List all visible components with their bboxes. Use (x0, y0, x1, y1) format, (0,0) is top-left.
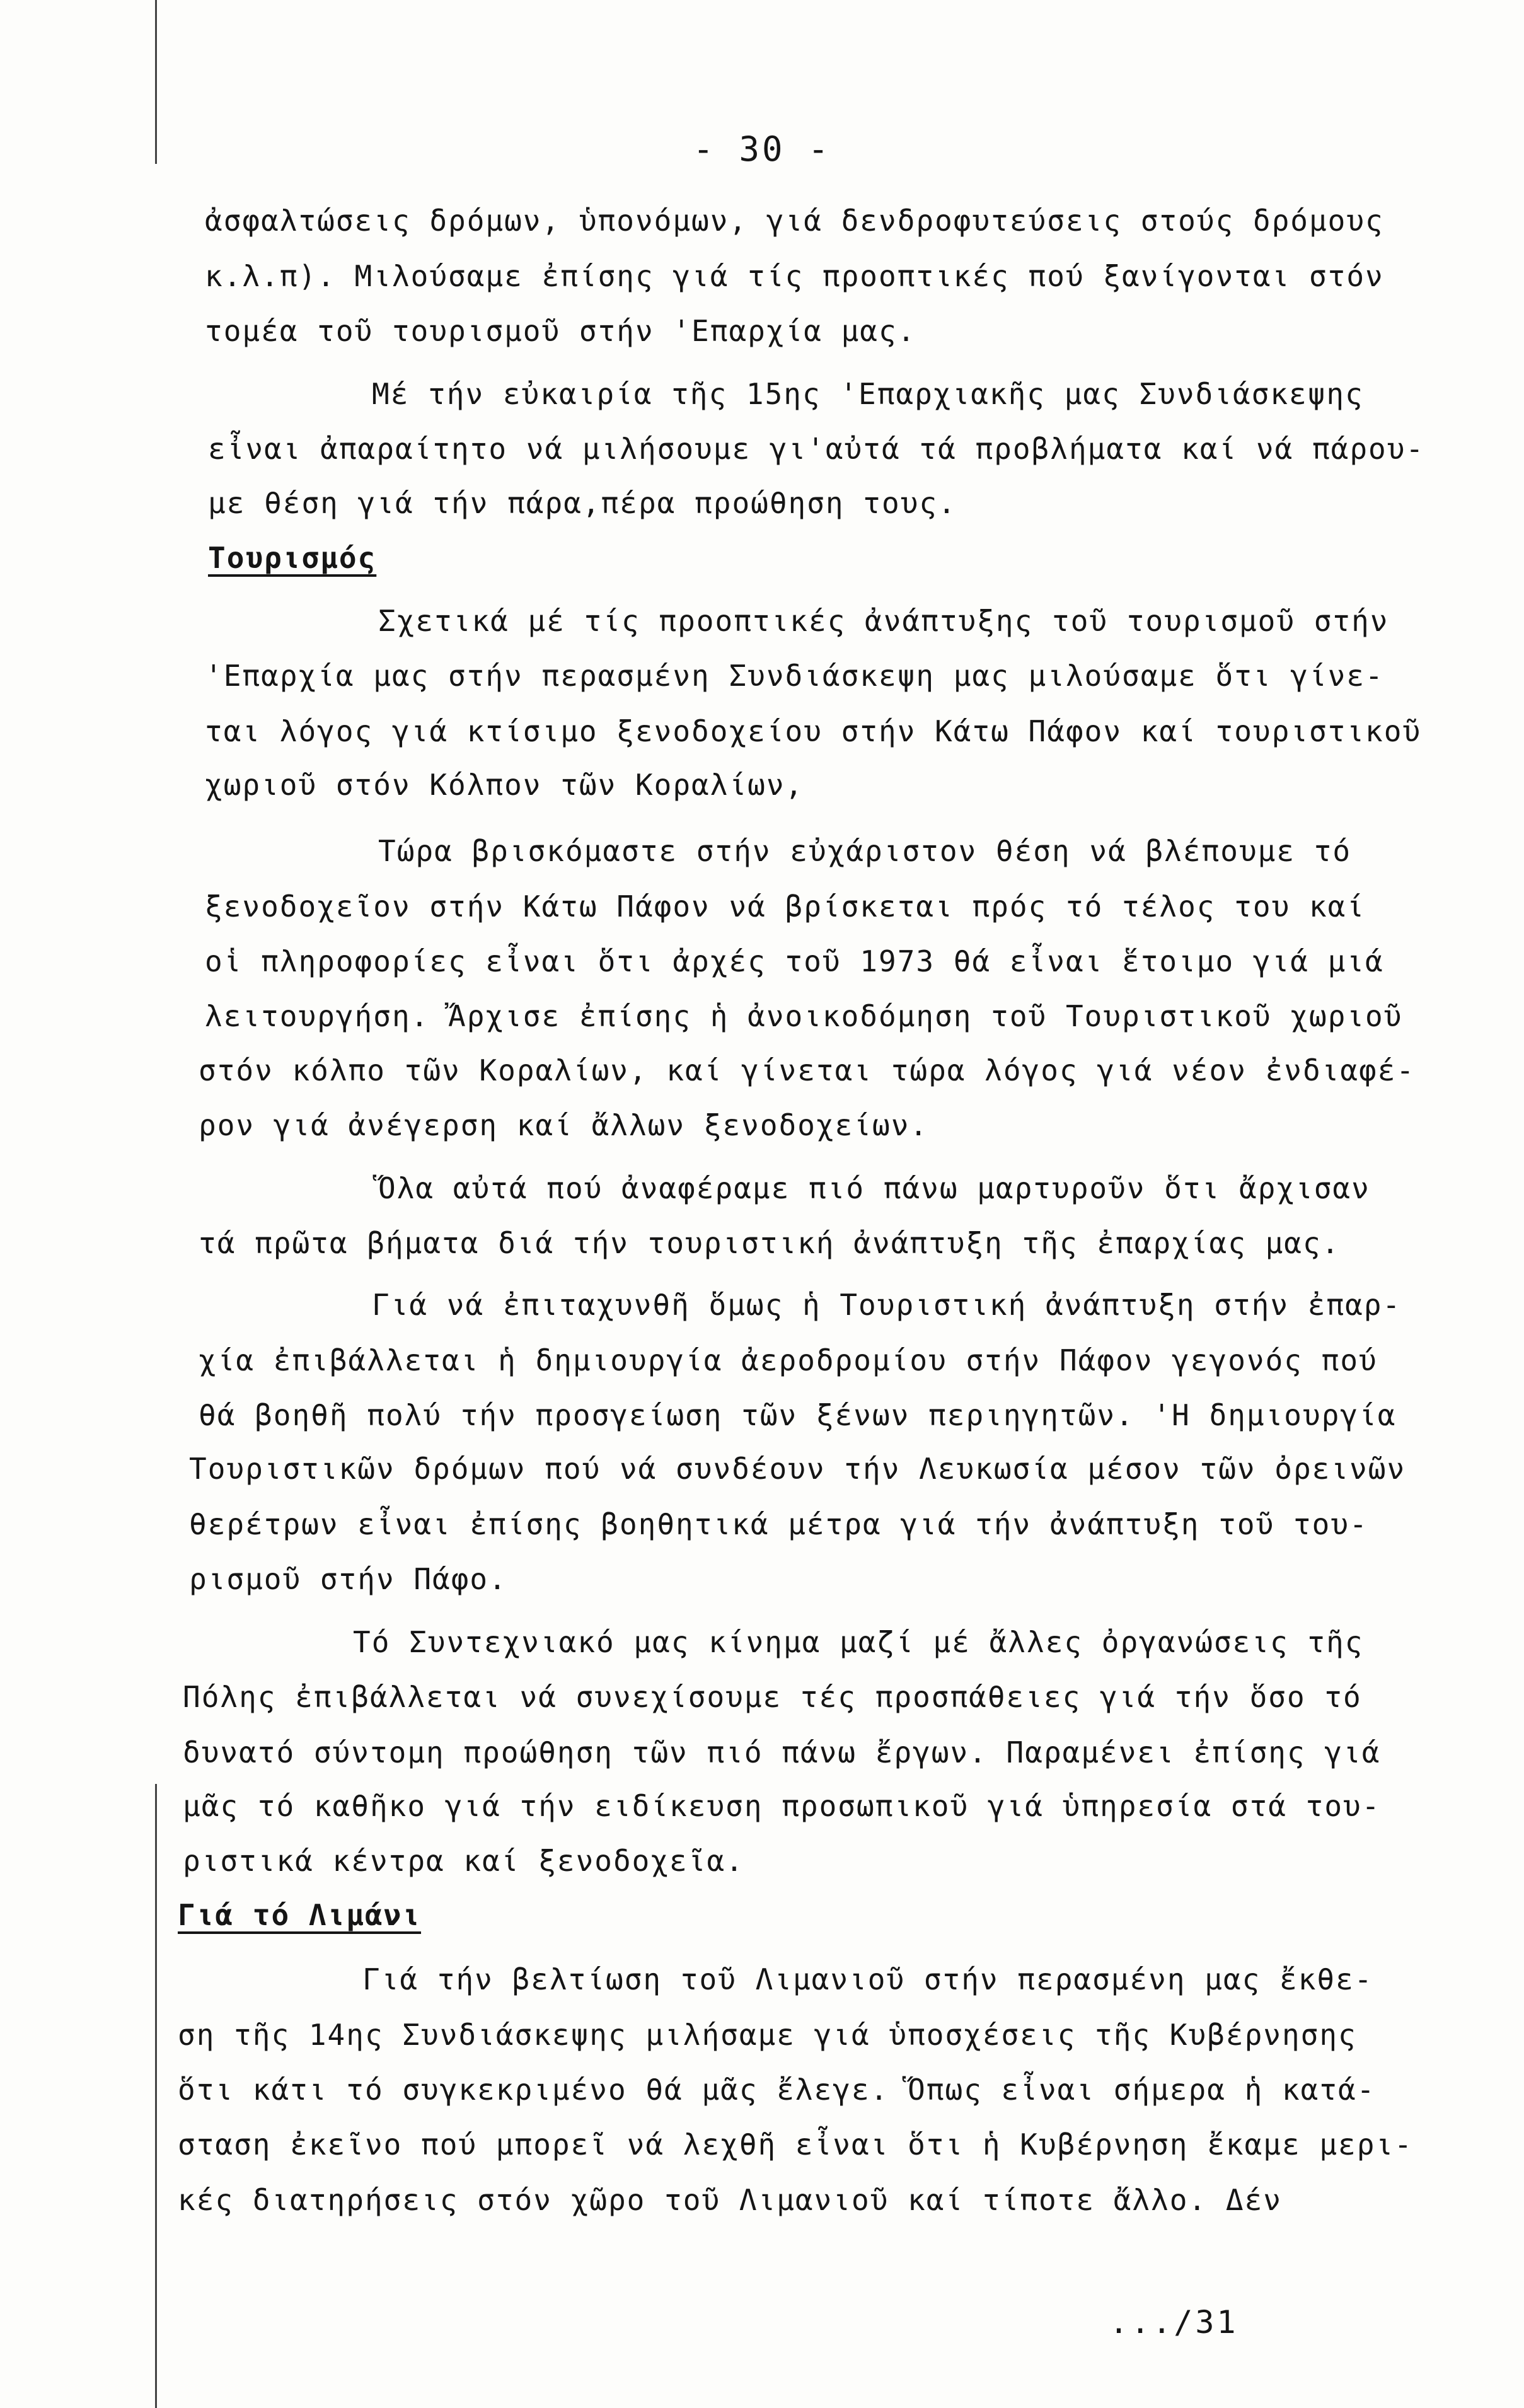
text-line: οἱ πληροφορίες εἶναι ὅτι ἀρχές τοῦ 1973 θά εἶναι ἕτοιμο γιά μιά (205, 944, 1384, 978)
text-line: Γιά τήν βελτίωση τοῦ Λιμανιοῦ στήν περασμένη μας ἔκθε- (362, 1962, 1373, 1996)
next-page-marker: .../31 (1109, 2304, 1238, 2341)
text-line: θά βοηθῆ πολύ τήν προσγείωση τῶν ξένων περιηγητῶν. 'Η δημιουργία (199, 1398, 1397, 1432)
text-line: χία ἐπιβάλλεται ἡ δημιουργία ἀεροδρομίου στήν Πάφον γεγονός πού (199, 1343, 1378, 1377)
text-line: ἀσφαλτώσεις δρόμων, ὑπονόμων, γιά δενδροφυτεύσεις στούς δρόμους (205, 204, 1384, 238)
text-line: ρισμοῦ στήν Πάφο. (189, 1562, 507, 1596)
text-line: Πόλης ἐπιβάλλεται νά συνεχίσουμε τές προσπάθειες γιά τήν ὅσο τό (183, 1680, 1362, 1714)
text-line: στόν κόλπο τῶν Κοραλίων, καί γίνεται τώρα λόγος γιά νέον ἐνδιαφέ- (199, 1053, 1416, 1087)
page-number: - 30 - (693, 129, 831, 169)
text-line: Τώρα βρισκόμαστε στήν εὐχάριστον θέση νά βλέπουμε τό (378, 834, 1352, 868)
text-line: Ὅλα αὐτά πού ἀναφέραμε πιό πάνω μαρτυροῦν ὅτι ἄρχισαν (378, 1171, 1370, 1205)
text-line: 'Επαρχία μας στήν περασμένη Συνδιάσκεψη μας μιλούσαμε ὅτι γίνε- (205, 659, 1384, 693)
text-line: Τό Συντεχνιακό μας κίνημα μαζί μέ ἄλλες ὀργανώσεις τῆς (353, 1625, 1364, 1659)
text-line: εἶναι ἀπαραίτητο νά μιλήσουμε γι'αὐτά τά προβλήματα καί νά πάρου- (208, 432, 1425, 466)
text-line: σταση ἐκεῖνο πού μπορεῖ νά λεχθῆ εἶναι ὅτι ἡ Κυβέρνηση ἔκαμε μερι- (178, 2127, 1413, 2162)
text-line: Μέ τήν εὐκαιρία τῆς 15ης 'Επαρχιακῆς μας Συνδιάσκεψης (372, 377, 1364, 411)
margin-rule-bottom (155, 1784, 157, 2408)
text-line: δυνατό σύντομη προώθηση τῶν πιό πάνω ἔργων. Παραμένει ἐπίσης γιά (183, 1735, 1381, 1769)
text-line: ση τῆς 14ης Συνδιάσκεψης μιλήσαμε γιά ὑποσχέσεις τῆς Κυβέρνησης (178, 2018, 1357, 2052)
text-line: τομέα τοῦ τουρισμοῦ στήν 'Επαρχία μας. (205, 314, 916, 348)
text-line: με θέση γιά τήν πάρα,πέρα προώθηση τους. (208, 486, 957, 520)
text-line: χωριοῦ στόν Κόλπον τῶν Κοραλίων, (205, 768, 804, 802)
heading-harbour: Γιά τό Λιμάνι (178, 1898, 422, 1932)
text-line: λειτουργήση. Ἄρχισε ἐπίσης ἡ ἀνοικοδόμηση τοῦ Τουριστικοῦ χωριοῦ (205, 999, 1403, 1033)
text-line: μᾶς τό καθῆκο γιά τήν ειδίκευση προσωπικοῦ γιά ὑπηρεσία στά του- (183, 1789, 1381, 1823)
text-line: τά πρῶτα βήματα διά τήν τουριστική ἀνάπτυξη τῆς ἐπαρχίας μας. (199, 1226, 1341, 1260)
text-line: Τουριστικῶν δρόμων πού νά συνδέουν τήν Λευκωσία μέσον τῶν ὀρεινῶν (189, 1452, 1406, 1486)
text-line: θερέτρων εἶναι ἐπίσης βοηθητικά μέτρα γιά τήν ἀνάπτυξη τοῦ του- (189, 1507, 1368, 1541)
text-line: ὅτι κάτι τό συγκεκριμένο θά μᾶς ἔλεγε. Ὅπως εἶναι σήμερα ἡ κατά- (178, 2073, 1376, 2107)
text-line: Σχετικά μέ τίς προοπτικές ἀνάπτυξης τοῦ τουρισμοῦ στήν (378, 604, 1389, 638)
text-line: ξενοδοχεῖον στήν Κάτω Πάφον νά βρίσκεται πρός τό τέλος του καί (205, 889, 1366, 923)
text-line: ρον γιά ἀνέγερση καί ἄλλων ξενοδοχείων. (199, 1108, 929, 1142)
text-line: κ.λ.π). Μιλούσαμε ἐπίσης γιά τίς προοπτικές πού ξανίγονται στόν (205, 259, 1384, 293)
text-line: Γιά νά ἐπιταχυνθῆ ὅμως ἡ Τουριστική ἀνάπτυξη στήν ἐπαρ- (372, 1288, 1402, 1322)
heading-tourism: Τουρισμός (208, 541, 377, 575)
text-line: ται λόγος γιά κτίσιμο ξενοδοχείου στήν Κάτω Πάφον καί τουριστικοῦ (205, 714, 1422, 748)
text-line: κές διατηρήσεις στόν χῶρο τοῦ Λιμανιοῦ καί τίποτε ἄλλο. Δέν (178, 2183, 1282, 2217)
text-line: ριστικά κέντρα καί ξενοδοχεῖα. (183, 1844, 744, 1878)
